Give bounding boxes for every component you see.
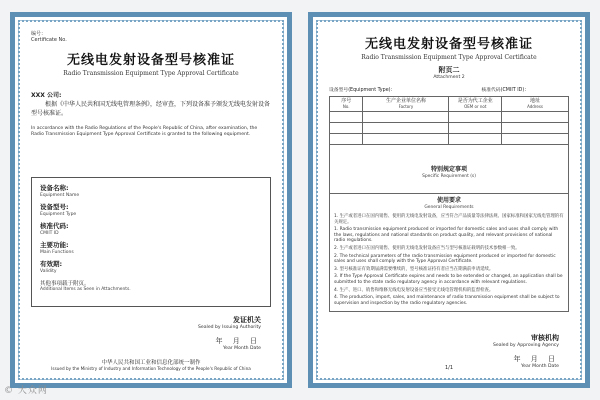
column-header: 生产企业单位名称 Factory [363, 97, 449, 112]
requirement-item: 4. The production, import, sales, and maintenance of radio transmission equipment shall be subject to supervision and inspection by the radio regulatory agencies. [334, 295, 560, 306]
specific-requirements-title-en: Specific Requirement (s) [422, 174, 476, 179]
requirements-list [334, 214, 564, 306]
table-row [330, 134, 569, 145]
requirement-item: 1. 生产或者进口在国内销售、使用的无线电发射设备，应当符合产品质量等法律法规、国家标准和国家无线电管理的有关规定。 [334, 214, 564, 225]
attachment-title-en: Radio Transmission Equipment Type Approval Certificate [361, 54, 537, 61]
general-requirements-title-en: General Requirements [424, 205, 474, 210]
equipment-fields-box [31, 177, 271, 307]
date-label-en: Year Month Date [222, 346, 261, 351]
specific-requirements-row [330, 145, 569, 194]
table-header-row [330, 97, 569, 112]
requirement-item: 1. Radio transmission equipment produced or imported for domestic sales and uses shall comply with the laws, regulations and national standards on product quality, and relevant provisions of national radio regulations. [334, 227, 559, 244]
certificate-attachment-page [308, 12, 590, 388]
requirement-item: 2. The technical parameters of the radio transmission equipment produced or imported for domestic sales and uses shall comply with the Type Approval Certificate. [334, 253, 556, 265]
field-label: 设备名称: [40, 184, 69, 192]
note-cn: 其他事项载于附页。 [40, 281, 90, 287]
sig-label-cn: 发证机关 [233, 316, 261, 324]
issuing-authority-signature [198, 315, 261, 351]
attachment-label: 附页二 [438, 66, 460, 74]
note-en: Additional Items as Seen in Attachments. [40, 287, 131, 292]
requirement-item: 4. 生产、进口、销售和维修无线电发射设备应当接受无线电管理机构的监督检查。 [334, 287, 494, 293]
field-label: 设备型号: [40, 203, 69, 211]
column-header: 序号 No. [330, 97, 363, 112]
page-title: 无线电发射设备型号核准证 [66, 53, 235, 68]
body-text-cn: 根据《中华人民共和国无线电管理条例》，经审查，下列设备准予颁发无线电发射设备型号核准证。 [31, 101, 271, 117]
issuer-footer [31, 358, 271, 371]
field-label-en: Equipment Name [40, 193, 80, 198]
general-requirements-title: 使用要求 [436, 197, 461, 204]
general-requirements-row [330, 194, 569, 312]
cmiit-label: 核准代码(CMIIT ID)： [481, 88, 529, 93]
field-label-en: Equipment Type [40, 212, 77, 217]
date-label-en: Year Month Date [520, 364, 559, 369]
sig-label-en: Sealed by Approving Agency [492, 343, 559, 348]
approving-agency-signature [493, 333, 559, 369]
attachment-title: 无线电发射设备型号核准证 [364, 37, 533, 52]
issuer-en: Issued by the Ministry of Industry and Information Technology of the People's Republic of China [51, 366, 251, 371]
field-label: 有效期: [40, 260, 63, 268]
field-label-en: Main Functions [40, 250, 74, 255]
specific-requirements-title: 特别规定事项 [430, 166, 467, 173]
date-label-cn: 年 月 日 [513, 355, 559, 363]
equipment-type-label: 设备型号(Equipment Type)： [329, 88, 396, 93]
body-text-en: In accordance with the Radio Regulations of the People's Republic of China, after examination, the Radio Transmission Equipment Type Approval Certificate is granted to the following equipment. [31, 126, 258, 137]
requirement-item: 3. 型号核准证有效期届满需要继续的，型号核准证持有者应当在期满前申请延续。 [334, 266, 494, 272]
field-label-en: Validity [40, 269, 57, 274]
page-number: 1/1 [444, 365, 454, 371]
page-title-en: Radio Transmission Equipment Type Approval Certificate [63, 70, 239, 77]
equipment-header-line [329, 86, 569, 93]
issuer-cn: 中华人民共和国工业和信息化部统一制作 [101, 360, 201, 366]
certificate-number-label: 编号： [31, 31, 47, 37]
field-label: 主要功能: [40, 241, 69, 249]
requirement-item: 2. 生产或者进口在国内销售、使用的无线电发射设备应当与型号核准证载明的技术参数相一致。 [334, 245, 520, 251]
sig-label-cn: 审核机构 [531, 334, 559, 342]
table-row [330, 123, 569, 134]
column-header: 是否为代工企业 OEM or not [449, 97, 502, 112]
certificate-number-label-en: Certificate No. [31, 37, 67, 43]
salutation: XXX 公司: [31, 92, 62, 99]
field-label-en: CMIIT ID [40, 231, 59, 236]
table-row [330, 112, 569, 123]
watermark: © 大众网 [4, 386, 48, 396]
certificate-main-page [10, 12, 292, 388]
attachment-label-en: Attachment 2 [433, 75, 465, 80]
factory-table [329, 96, 569, 312]
date-label-cn: 年 月 日 [215, 337, 261, 345]
column-header: 地址 Address [502, 97, 569, 112]
sig-label-en: Sealed by Issuing Authority [197, 325, 261, 330]
field-label: 核准代码: [40, 222, 69, 230]
requirement-item: 3. If the Type Approval Certificate expires and needs to be extended or changed, an application shall be submitted to the state radio regulatory agency in accordance with relevant regulations. [334, 274, 563, 285]
